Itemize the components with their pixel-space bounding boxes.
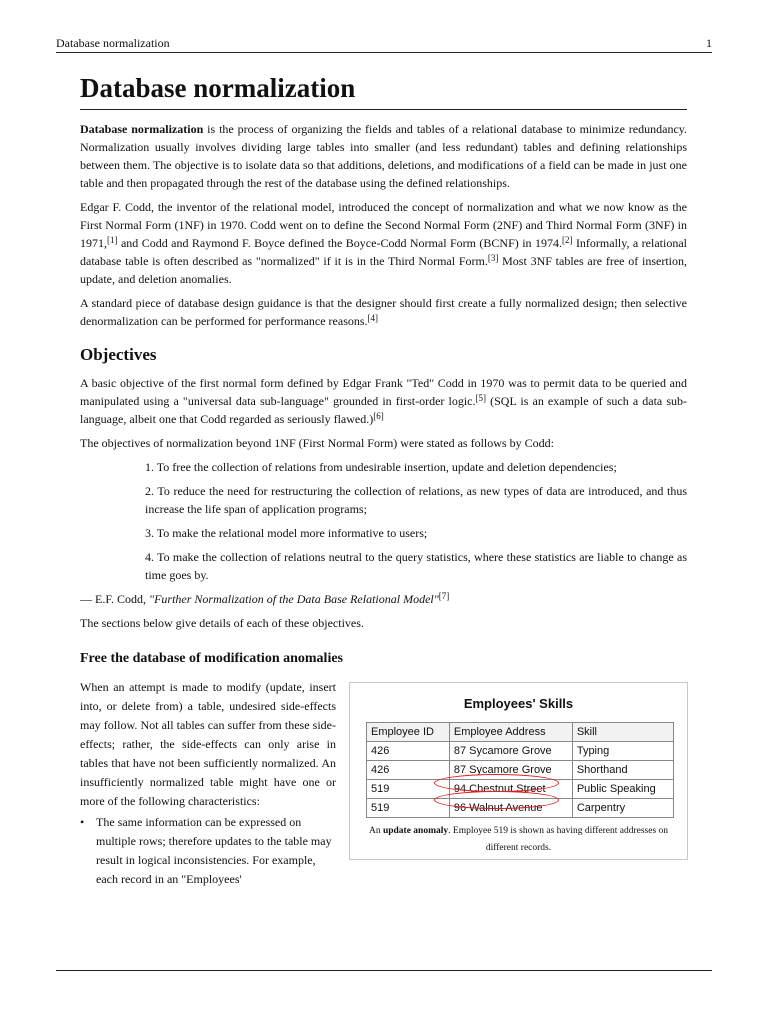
intro-term: Database normalization <box>80 122 204 136</box>
intro-paragraph-3: A standard piece of database design guidance is that the designer should first create a fully normalized design; then selective denormalization can be performed for performance reasons.[4] <box>80 296 687 328</box>
reference-link[interactable]: [5] <box>475 393 487 403</box>
table-cell: 94 Chestnut Street <box>449 780 572 799</box>
table-cell: 426 <box>367 761 450 780</box>
anomalies-text-column <box>80 678 336 889</box>
anomaly-highlight-ring <box>434 774 559 792</box>
anomaly-highlight-ring <box>434 791 559 809</box>
intro-paragraph-2: Edgar F. Codd, the inventor of the relational model, introduced the concept of normalization and what we now know as the First Normal Form (1NF) in 1970. Codd went on to define the Second Normal Form (2NF) and Third Normal Form (3NF) in 1971,[1] and Codd and Raymond F. Boyce defined the Boyce-Codd Normal Form (BCNF) in 1974.[2] Informally, a relational database table is often described as "normalized" if it is in the Third Normal Form.[3] Most 3NF tables are free of insertion, update, and deletion anomalies. <box>80 200 688 286</box>
table-cell: 87 Sycamore Grove <box>449 742 572 761</box>
objectives-paragraph-1: A basic objective of the first normal form defined by Edgar Frank "Ted" Codd in 1970 was to permit data to be queried and manipulated using a "universal data sub-language" grounded in first-order logic.[5] (SQL is an example of such a data sub-language, albeit one that Codd regarded as seriously flawed.)[6] <box>80 376 688 426</box>
title-rule <box>80 109 687 110</box>
table-cell: Shorthand <box>572 761 673 780</box>
reference-link[interactable]: [1] <box>107 235 118 245</box>
objectives-list <box>145 458 687 584</box>
table-cell: 519 <box>367 780 450 799</box>
column-header: Employee ID <box>367 723 450 742</box>
table-cell: Carpentry <box>572 799 673 818</box>
objectives-paragraph-3: The sections below give details of each of these objectives. <box>80 616 364 630</box>
page-number: 1 <box>706 36 712 50</box>
running-title: Database normalization <box>56 36 170 50</box>
figure-title: Employees' Skills <box>463 696 574 711</box>
figure-caption: An update anomaly. Employee 519 is shown as having different addresses on different records. <box>368 826 669 853</box>
objectives-heading: Objectives <box>80 345 157 364</box>
reference-link[interactable]: [4] <box>367 313 379 323</box>
objectives-list-item: 2. To reduce the need for restructuring the collection of relations, as new types of data are introduced, and thus increase the life span of application programs; <box>145 484 687 516</box>
header-rule <box>56 52 712 53</box>
table-cell: 87 Sycamore Grove <box>449 761 572 780</box>
reference-link[interactable]: [3] <box>487 253 499 263</box>
column-header: Employee Address <box>449 723 572 742</box>
column-header: Skill <box>572 723 673 742</box>
list-item: • The same information can be expressed on multiple rows; therefore updates to the table may result in logical inconsistencies. For example, each record in an "Employees' <box>80 815 332 886</box>
table-cell: 426 <box>367 742 450 761</box>
table-cell: 519 <box>367 799 450 818</box>
anomalies-heading: Free the database of modification anomalies <box>80 651 343 666</box>
running-header <box>56 36 712 52</box>
objectives-list-item: 1. To free the collection of relations from undesirable insertion, update and deletion dependencies; <box>145 460 617 474</box>
anomalies-section <box>80 678 687 889</box>
article-body <box>80 120 687 889</box>
table-cell: 96 Walnut Avenue <box>449 799 572 818</box>
table-header-row <box>367 723 674 742</box>
caption-term: update anomaly <box>382 826 449 836</box>
objectives-paragraph-2: The objectives of normalization beyond 1NF (First Normal Form) were stated as follows by Codd: <box>80 436 554 450</box>
intro-paragraph-1: Database normalization is the process of organizing the fields and tables of a relational database to minimize redundancy. Normalization usually involves dividing large tables into smaller (and less redundant) tables and defining relationships between them. The objective is to isolate data so that additions, deletions, and modifications of a field can be made in just one table and then propagated through the rest of the database using the defined relationships. <box>80 122 688 190</box>
objectives-list-item: 4. To make the collection of relations neutral to the query statistics, where these statistics are liable to change as time goes by. <box>145 550 687 582</box>
quote-attribution: — E.F. Codd, "Further Normalization of the Data Base Relational Model"[7] <box>80 591 450 606</box>
bullet-icon: • <box>80 815 85 829</box>
cited-work: "Further Normalization of the Data Base Relational Model" <box>149 592 439 606</box>
table-cell: Typing <box>572 742 673 761</box>
reference-link[interactable]: [2] <box>562 235 573 245</box>
figure-employees-skills <box>349 682 688 860</box>
table-cell: Public Speaking <box>572 780 673 799</box>
table-row <box>367 742 674 761</box>
page-title: Database normalization <box>80 73 356 103</box>
objectives-list-item: 3. To make the relational model more informative to users; <box>145 526 428 540</box>
footer-rule <box>56 970 712 971</box>
anomalies-paragraph: When an attempt is made to modify (update, insert into, or delete from) a table, undesired side-effects may follow. Not all tables can suffer from these side-effects; rather, the side-effects can only arise in tables that have not been sufficiently normalized. An insufficiently normalized table might have one or more of the following characteristics: <box>80 680 336 808</box>
reference-link[interactable]: [7] <box>438 591 450 601</box>
reference-link[interactable]: [6] <box>373 411 384 421</box>
